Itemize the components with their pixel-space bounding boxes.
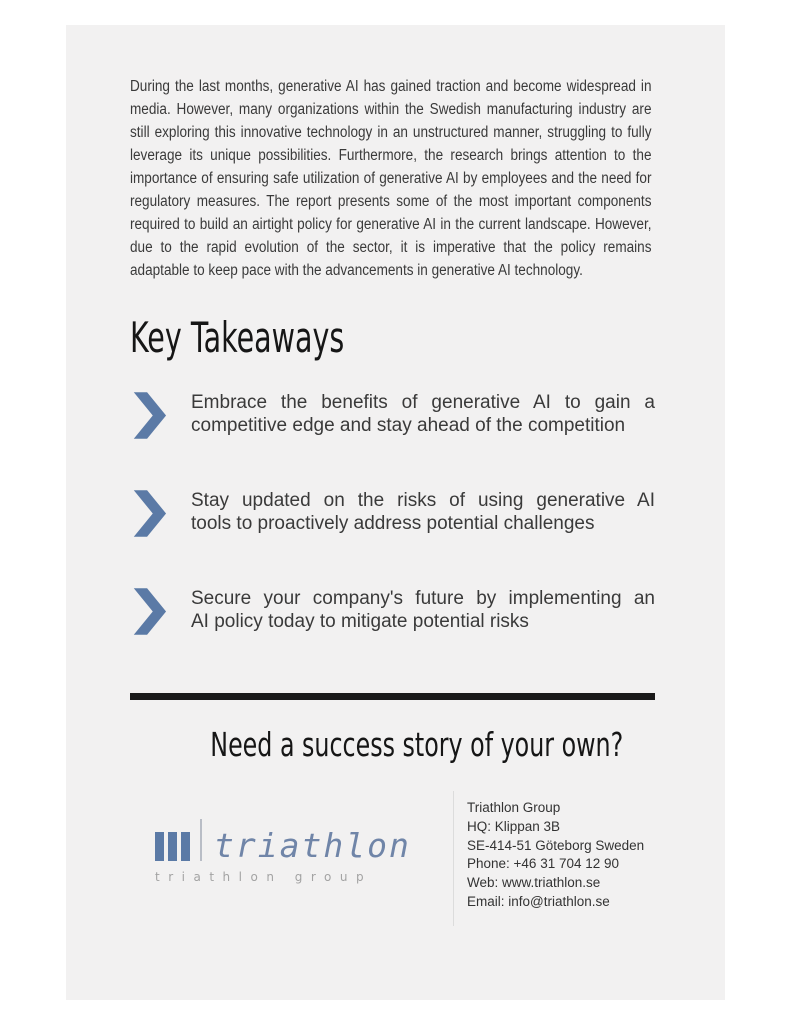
takeaway-list <box>130 387 655 640</box>
takeaway-line: tools to proactively address potential challenges <box>191 513 595 534</box>
intro-paragraph: During the last months, generative AI has gained traction and become widespread in media. However, many organizations within the Swedish manufacturing industry are still exploring this innovative technology in an unstructured manner, struggling to fully leverage its unique possibilities. Furthermore, the research brings attention to the importance of ensuring safe utilization of generative AI by employees and the need for regulatory measures. The report presents some of the most important components required to build an airtight policy for generative AI in the current landscape. However, due to the rapid evolution of the sector, it is imperative that the policy remains adaptable to keep pace with the advancements in generative AI technology. <box>130 78 652 279</box>
logo-subtext: triathlon group <box>155 870 373 884</box>
takeaway-line: AI policy today to mitigate potential risks <box>191 611 529 632</box>
takeaway-text <box>191 489 655 535</box>
logo-separator <box>200 819 202 861</box>
takeaway-item <box>130 583 655 640</box>
takeaway-text <box>191 587 655 633</box>
cta-heading-text: Need a success story of your own? <box>210 725 624 764</box>
chevron-right-icon <box>130 387 167 444</box>
section-divider <box>130 693 655 700</box>
takeaway-text <box>191 391 655 437</box>
chevron-right-icon <box>130 583 167 640</box>
contact-info <box>453 791 644 926</box>
contact-email: Email: info@triathlon.se <box>467 893 610 909</box>
triathlon-logo <box>130 791 453 926</box>
triathlon-logo-top <box>155 819 453 865</box>
contact-web: Web: www.triathlon.se <box>467 875 601 891</box>
takeaway-line: Embrace the benefits of generative AI to gain a <box>191 392 655 413</box>
cta-heading <box>130 725 655 765</box>
contact-company: Triathlon Group <box>467 800 561 815</box>
footer <box>130 791 655 926</box>
chevron-right-icon <box>130 485 167 542</box>
logo-wordmark: triathlon <box>214 826 411 865</box>
contact-phone: Phone: +46 31 704 12 90 <box>467 856 620 872</box>
key-takeaways-heading-text: Key Takeaways <box>130 313 345 362</box>
takeaway-line: competitive edge and stay ahead of the competition <box>191 415 626 436</box>
contact-hq: HQ: Klippan 3B <box>467 818 561 834</box>
key-takeaways-heading <box>130 314 655 361</box>
takeaway-item <box>130 387 655 444</box>
contact-address: SE-414-51 Göteborg Sweden <box>467 837 645 853</box>
takeaway-line: Secure your company's future by implementing an <box>191 588 655 609</box>
takeaway-line: Stay updated on the risks of using generative AI <box>191 490 655 511</box>
takeaway-item <box>130 485 655 542</box>
report-page <box>66 25 725 1000</box>
page-content <box>66 25 655 926</box>
triathlon-logo-bars-icon <box>155 831 190 861</box>
